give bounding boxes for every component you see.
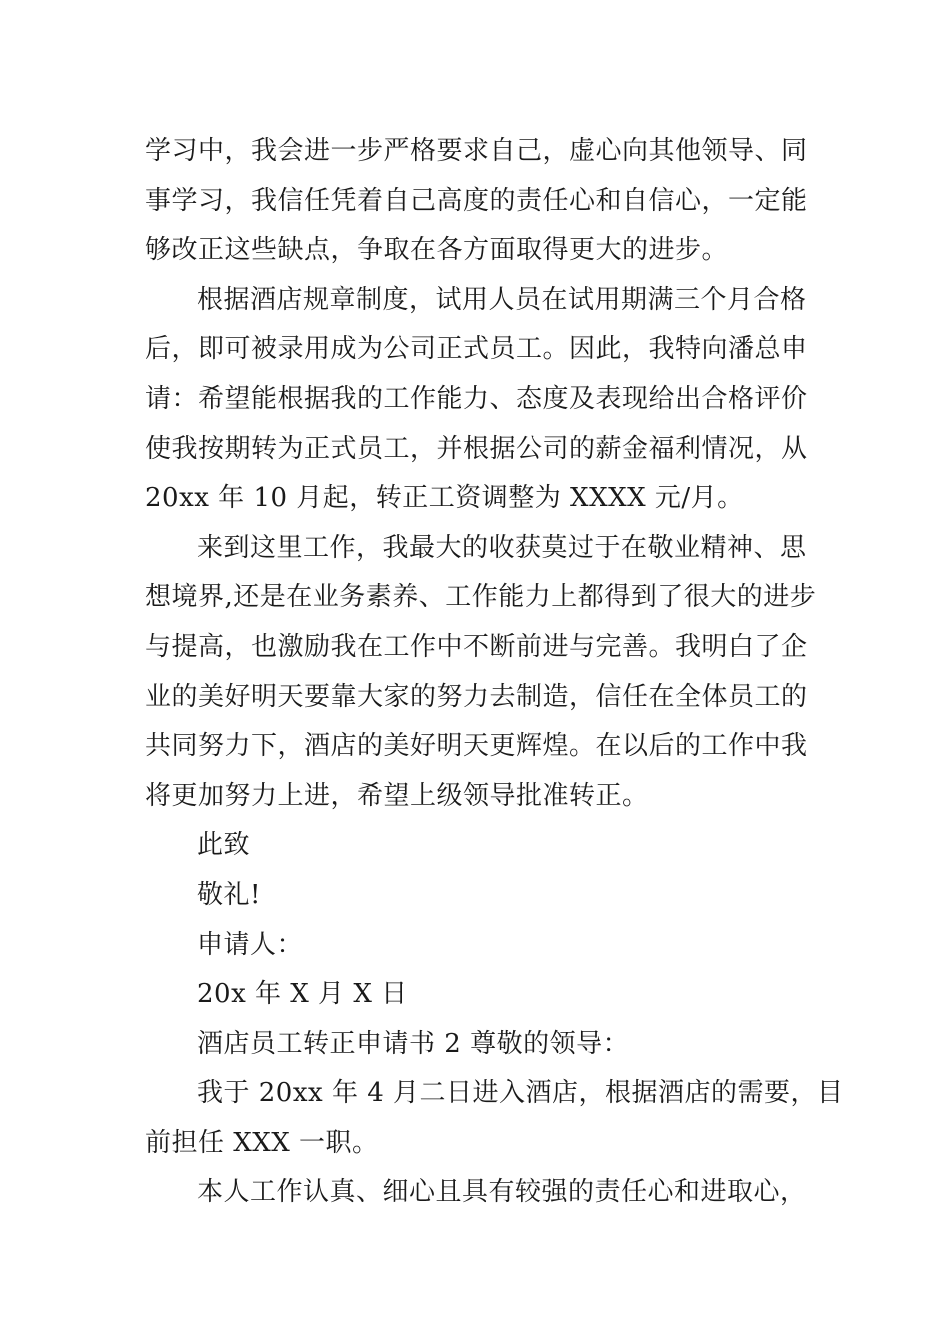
document-body (145, 127, 844, 1218)
text-line: 20x 年 X 月 X 日 (197, 979, 408, 1010)
text-line: 业的美好明天要靠大家的努力去制造，信任在全体员工的 (145, 681, 808, 712)
text-line: 酒店员工转正申请书 2 尊敬的领导： (197, 1028, 630, 1059)
text-line: 将更加努力上进，希望上级领导批准转正。 (145, 780, 649, 811)
text-line: 使我按期转为正式员工，并根据公司的薪金福利情况，从 (145, 433, 808, 464)
text-line: 敬礼! (197, 879, 261, 910)
text-line: 根据酒店规章制度，试用人员在试用期满三个月合格 (197, 284, 807, 315)
text-line: 此致 (197, 830, 251, 861)
text-line: 请：希望能根据我的工作能力、态度及表现给出合格评价 (145, 383, 808, 414)
second-letter-heading (145, 1020, 805, 1070)
paragraph-attitude (145, 1168, 805, 1218)
paragraph-continuation (145, 127, 808, 276)
text-line: 20xx 年 10 月起，转正工资调整为 XXXX 元/月。 (145, 483, 744, 514)
text-line: 申请人： (197, 929, 304, 960)
closing-regards (145, 871, 805, 921)
text-line: 事学习，我信任凭着自己高度的责任心和自信心，一定能 (145, 185, 808, 216)
text-line: 前担任 XXX 一职。 (145, 1127, 379, 1158)
text-line: 来到这里工作，我最大的收获莫过于在敬业精神、思 (197, 532, 807, 563)
text-line: 共同努力下，酒店的美好明天更辉煌。在以后的工作中我 (145, 731, 808, 762)
closing-salutation (145, 821, 805, 871)
text-line: 我于 20xx 年 4 月二日进入酒店，根据酒店的需要，目 (197, 1078, 844, 1109)
paragraph-gains (145, 524, 817, 822)
text-line: 想境界,还是在业务素养、工作能力上都得到了很大的进步 (145, 582, 817, 613)
text-line: 学习中，我会进一步严格要求自己，虚心向其他领导、同 (145, 136, 808, 166)
text-line: 与提高，也激励我在工作中不断前进与完善。我明白了企 (145, 631, 808, 662)
application-date (145, 970, 805, 1020)
paragraph-regulation (145, 276, 808, 524)
applicant-label (145, 921, 805, 971)
text-line: 够改正这些缺点，争取在各方面取得更大的进步。 (145, 235, 729, 266)
paragraph-entry (145, 1069, 844, 1168)
text-line: 本人工作认真、细心且具有较强的责任心和进取心， (197, 1177, 807, 1208)
text-line: 后，即可被录用成为公司正式员工。因此，我特向潘总申 (145, 334, 808, 365)
